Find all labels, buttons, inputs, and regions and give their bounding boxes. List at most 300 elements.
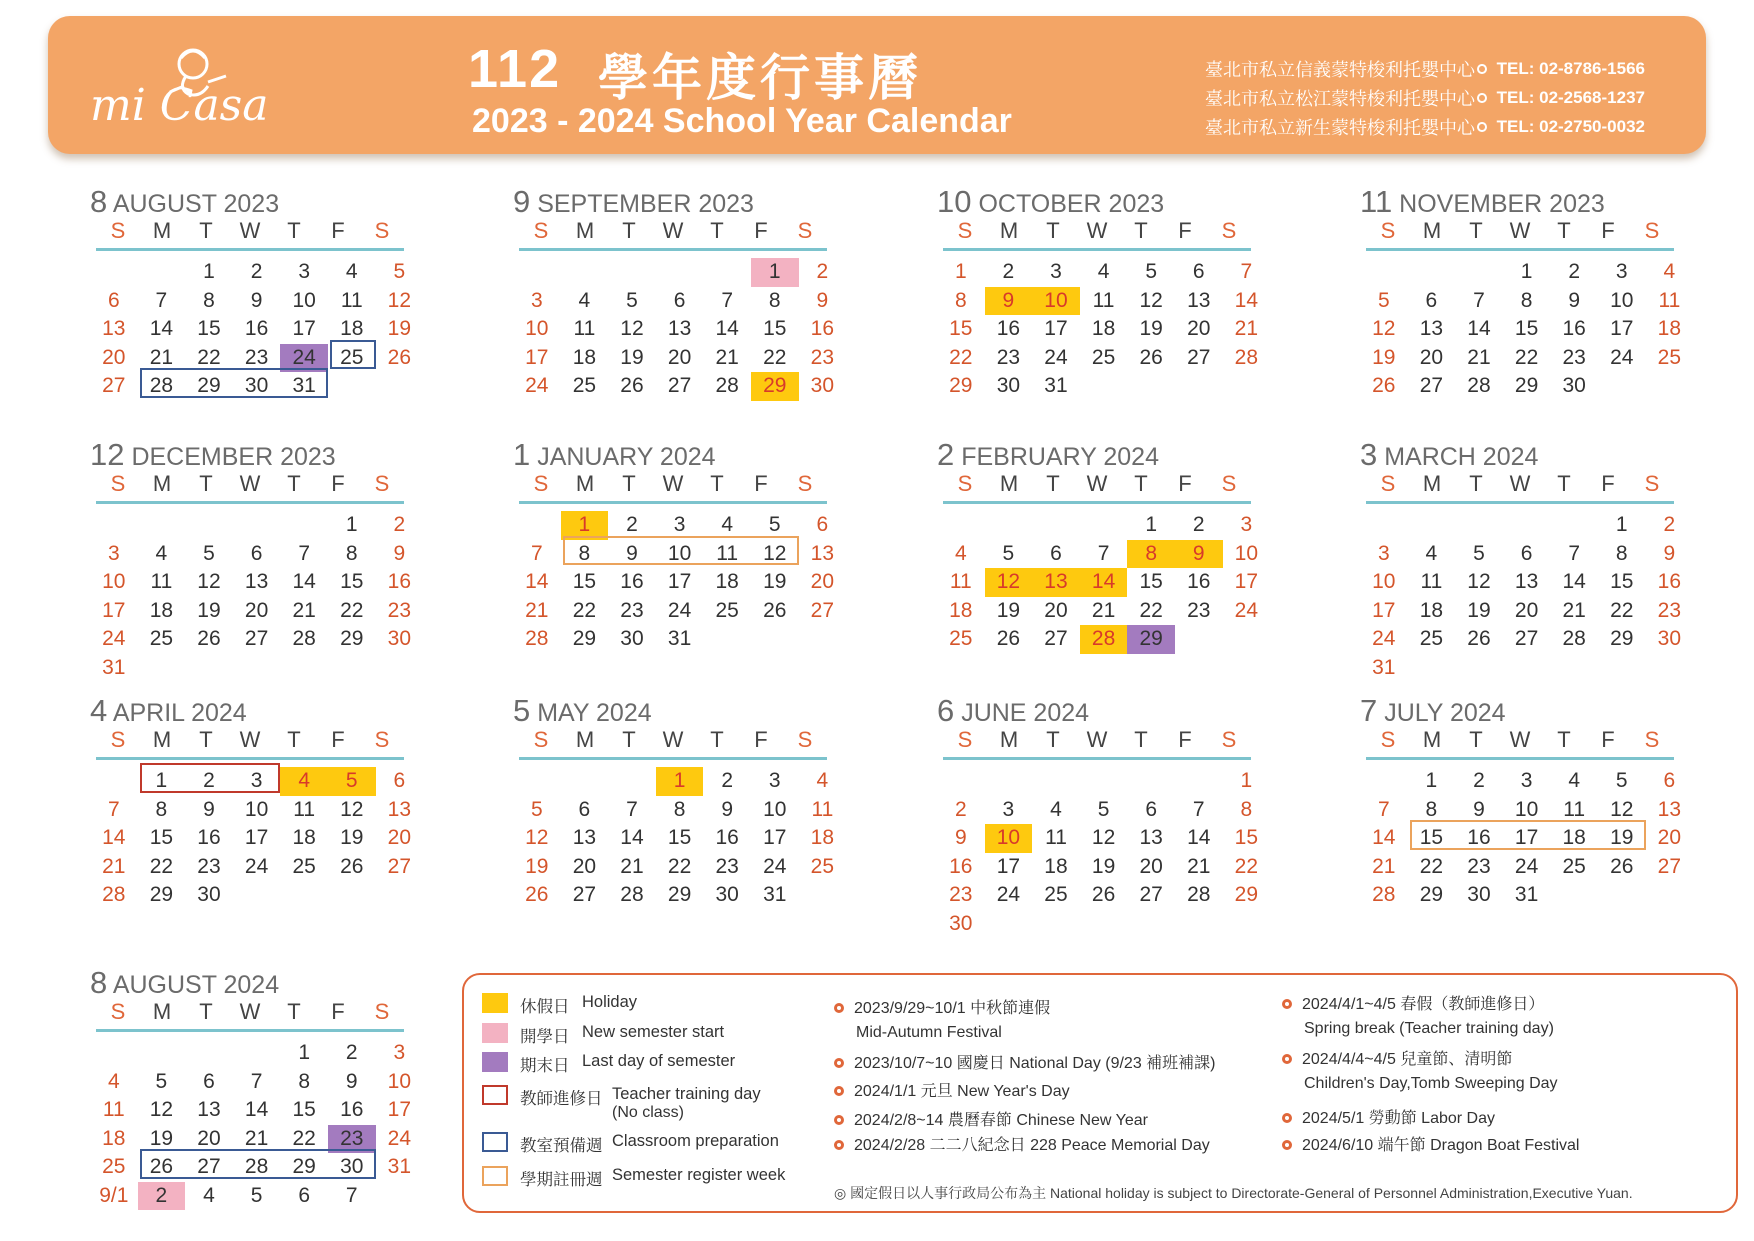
day-cell: 20	[572, 854, 597, 878]
day-cell: 13	[572, 826, 597, 850]
day-cell: 17	[996, 854, 1021, 878]
day-cell: 27	[1044, 627, 1068, 651]
day-cell: 3	[1002, 797, 1015, 821]
day-cell: 14	[1187, 826, 1211, 850]
weekday-header	[96, 999, 404, 1032]
day-cell: 26	[1091, 883, 1116, 907]
day-cell: 9	[345, 1069, 358, 1093]
event-text: 2024/1/1 元旦 New Year's Day	[854, 1083, 1070, 1100]
day-cell: 3	[1050, 260, 1062, 284]
weekday-header	[96, 471, 404, 504]
day-cell: 9/1	[99, 1183, 129, 1207]
bullet-icon	[834, 1115, 844, 1125]
day-cell: 25	[1091, 345, 1116, 369]
weekday-label: T	[1134, 471, 1148, 496]
center-tel: TEL: 02-8786-1566	[1496, 58, 1645, 78]
weekday-label: T	[1134, 727, 1148, 752]
day-cell: 24	[1372, 627, 1396, 651]
day-cell: 20	[667, 345, 692, 369]
legend-en-line: (No class)	[612, 1104, 685, 1121]
empty-cell	[985, 767, 1033, 796]
day-cell: 19	[996, 598, 1021, 622]
empty-cell	[513, 767, 561, 796]
weekday-header	[519, 727, 827, 760]
month-name: NOVEMBER 2023	[1399, 190, 1605, 218]
month-title	[937, 184, 1257, 218]
day-cell: 2	[816, 260, 829, 284]
month-name: FEBRUARY 2024	[961, 443, 1159, 471]
month-number: 2	[937, 437, 955, 472]
day-grid	[90, 511, 410, 682]
empty-cell	[1408, 258, 1456, 287]
day-cell: 14	[1234, 288, 1259, 312]
day-cell: 21	[102, 854, 126, 878]
day-cell: 14	[1562, 570, 1586, 594]
day-cell: 15	[292, 1098, 316, 1122]
weekday-label: F	[1601, 218, 1615, 243]
day-cell: 30	[810, 374, 835, 398]
weekday-label: F	[754, 727, 768, 752]
day-cell: 14	[1467, 317, 1491, 341]
weekday-label: S	[110, 218, 126, 243]
day-cell: 17	[1372, 598, 1396, 622]
legend-en: Classroom preparation	[612, 1132, 779, 1150]
empty-cell	[561, 767, 609, 796]
day-cell: 6	[393, 769, 406, 793]
day-cell: 4	[1568, 769, 1581, 793]
day-cell: 23	[949, 883, 973, 907]
day-cell: 6	[1192, 260, 1205, 284]
day-cell: 17	[387, 1098, 412, 1122]
day-cell: 21	[715, 345, 739, 369]
header-banner	[48, 16, 1706, 154]
day-cell: 20	[1187, 317, 1211, 341]
weekday-label: S	[374, 999, 390, 1024]
bullet-icon	[834, 1140, 844, 1150]
day-cell: 22	[1419, 854, 1444, 878]
day-cell: 5	[1615, 769, 1628, 793]
legend-en	[612, 1085, 761, 1122]
day-cell: 10	[985, 824, 1033, 853]
empty-cell	[185, 511, 233, 540]
day-cell: 15	[1514, 317, 1539, 341]
day-cell: 9	[1568, 288, 1581, 312]
event-item	[834, 1107, 1148, 1130]
day-cell: 20	[387, 826, 412, 850]
month-name: AUGUST 2023	[112, 190, 280, 218]
day-cell: 8	[1127, 540, 1175, 569]
day-cell: 20	[102, 345, 126, 369]
center-tel: TEL: 02-2750-0032	[1496, 116, 1645, 136]
day-cell: 24	[1044, 345, 1068, 369]
day-cell: 8	[954, 288, 967, 312]
bullet-icon	[834, 1058, 844, 1068]
holiday-note: ◎ 國定假日以人事行政局公布為主 National holiday is subject to Directorate-General of Personnel Administration,Executive Yuan.	[834, 1185, 1633, 1201]
event-text-en: Mid-Autumn Festival	[856, 1024, 1002, 1041]
month-calendar	[937, 437, 1257, 654]
day-cell: 4	[1663, 260, 1676, 284]
day-cell: 25	[1657, 345, 1682, 369]
day-cell: 26	[387, 345, 412, 369]
day-cell: 25	[949, 627, 973, 651]
weekday-label: F	[1601, 727, 1615, 752]
center-row	[1205, 83, 1645, 112]
weekday-label: T	[622, 471, 636, 496]
day-grid	[937, 258, 1257, 401]
weekday-label: T	[287, 999, 301, 1024]
empty-cell	[1080, 511, 1128, 540]
weekday-label: W	[239, 727, 261, 752]
day-cell: 3	[250, 769, 263, 793]
weekday-label: F	[331, 471, 345, 496]
empty-cell	[1455, 511, 1503, 540]
weekday-label: T	[1046, 727, 1060, 752]
day-cell: 11	[1045, 826, 1067, 850]
legend-en: New semester start	[582, 1023, 725, 1041]
day-cell: 15	[572, 570, 597, 594]
day-cell: 23	[810, 345, 835, 369]
weekday-label: S	[797, 218, 813, 243]
bullet-icon	[1477, 93, 1486, 103]
day-cell: 29	[149, 883, 174, 907]
day-cell: 8	[578, 541, 591, 565]
legend-swatch	[482, 1166, 508, 1186]
day-cell: 22	[1610, 598, 1634, 622]
event-item	[834, 1078, 1070, 1101]
day-cell: 7	[345, 1183, 358, 1207]
legend-last-day	[482, 1052, 735, 1076]
day-cell: 9	[1473, 797, 1485, 821]
day-cell: 28	[1562, 627, 1586, 651]
day-cell: 21	[1562, 598, 1586, 622]
empty-cell	[1360, 511, 1408, 540]
day-cell: 17	[1514, 826, 1539, 850]
day-cell: 12	[763, 541, 787, 565]
day-cell: 14	[715, 317, 739, 341]
empty-cell	[656, 258, 704, 287]
empty-cell	[1175, 767, 1223, 796]
day-cell: 12	[387, 288, 412, 312]
empty-cell	[280, 511, 328, 540]
bullet-icon	[834, 1003, 844, 1013]
day-cell: 2	[626, 513, 638, 537]
weekday-label: M	[575, 727, 595, 752]
day-cell: 10	[387, 1069, 412, 1093]
day-cell: 5	[1377, 288, 1390, 312]
legend-holiday	[482, 993, 637, 1017]
day-cell: 25	[102, 1155, 126, 1179]
empty-cell	[703, 258, 751, 287]
month-title	[937, 437, 1257, 471]
day-cell: 14	[244, 1098, 269, 1122]
day-cell: 17	[1044, 317, 1068, 341]
month-calendar	[513, 437, 833, 654]
center-tel: TEL: 02-2568-1237	[1496, 87, 1645, 107]
weekday-label: S	[110, 471, 126, 496]
day-grid	[90, 1039, 410, 1210]
day-cell: 25	[810, 854, 835, 878]
event-item	[834, 1132, 1210, 1155]
day-cell: 21	[149, 345, 174, 369]
weekday-label: M	[152, 999, 172, 1024]
weekday-label: W	[662, 727, 684, 752]
legend-zh: 學期註冊週	[520, 1171, 603, 1189]
weekday-label: M	[575, 218, 595, 243]
title-chinese: 學年度行事曆	[598, 50, 922, 106]
day-cell: 29	[949, 374, 973, 398]
empty-cell	[90, 767, 138, 796]
event-text: 2023/10/7~10 國慶日 National Day (9/23 補班補課)	[854, 1055, 1216, 1072]
day-cell: 1	[203, 260, 215, 284]
day-cell: 8	[298, 1069, 311, 1093]
day-cell: 21	[1091, 598, 1116, 622]
day-cell: 1	[345, 513, 358, 537]
day-cell: 18	[810, 826, 835, 850]
day-cell: 2	[1192, 513, 1205, 537]
day-cell: 9	[954, 826, 967, 850]
month-number: 5	[513, 693, 531, 728]
month-name: MARCH 2024	[1384, 443, 1539, 471]
day-cell: 5	[328, 767, 376, 796]
weekday-label: S	[110, 999, 126, 1024]
day-cell: 24	[102, 627, 126, 651]
event-text: 2024/2/8~14 農曆春節 Chinese New Year	[854, 1112, 1148, 1129]
day-cell: 20	[1419, 345, 1444, 369]
day-cell: 11	[1658, 288, 1681, 312]
weekday-label: S	[533, 471, 549, 496]
weekday-label: F	[754, 218, 768, 243]
day-cell: 7	[626, 797, 638, 821]
day-cell: 19	[525, 854, 549, 878]
weekday-label: T	[710, 471, 724, 496]
day-cell: 21	[244, 1126, 269, 1150]
day-cell: 8	[1615, 541, 1628, 565]
center-name: 臺北市私立信義蒙特梭利托嬰中心	[1205, 59, 1475, 80]
day-cell: 16	[620, 570, 644, 594]
day-cell: 24	[525, 374, 549, 398]
day-cell: 11	[150, 570, 173, 594]
day-cell: 4	[345, 260, 358, 284]
weekday-label: S	[1221, 471, 1237, 496]
month-name: JULY 2024	[1384, 699, 1506, 727]
day-cell: 19	[197, 598, 221, 622]
day-cell: 31	[292, 374, 316, 398]
weekday-label: T	[287, 727, 301, 752]
day-grid	[937, 767, 1257, 938]
day-cell: 29	[1234, 883, 1259, 907]
center-name: 臺北市私立松江蒙特梭利托嬰中心	[1205, 88, 1475, 109]
day-cell: 16	[197, 826, 221, 850]
day-cell: 11	[340, 288, 363, 312]
day-cell: 11	[573, 317, 596, 341]
month-number: 7	[1360, 693, 1378, 728]
day-cell: 9	[816, 288, 829, 312]
weekday-label: T	[1046, 471, 1060, 496]
legend-en: Semester register week	[612, 1166, 786, 1184]
day-cell: 17	[667, 570, 692, 594]
day-cell: 15	[197, 317, 221, 341]
day-cell: 3	[393, 1041, 406, 1065]
day-cell: 25	[340, 345, 364, 369]
day-cell: 27	[1657, 854, 1682, 878]
day-cell: 11	[293, 797, 316, 821]
day-cell: 22	[1139, 598, 1163, 622]
day-cell: 28	[620, 883, 644, 907]
day-cell: 1	[656, 767, 704, 796]
day-cell: 21	[1467, 345, 1491, 369]
month-calendar	[937, 693, 1257, 938]
empty-cell	[1127, 767, 1175, 796]
day-cell: 4	[1050, 797, 1062, 821]
day-cell: 22	[149, 854, 174, 878]
day-cell: 25	[1044, 883, 1068, 907]
weekday-label: T	[1469, 727, 1483, 752]
day-grid	[513, 258, 833, 401]
day-cell: 22	[572, 598, 597, 622]
day-cell: 19	[763, 570, 787, 594]
day-cell: 16	[715, 826, 739, 850]
day-cell: 25	[1562, 854, 1586, 878]
day-cell: 13	[1032, 568, 1080, 597]
day-cell: 19	[1139, 317, 1163, 341]
day-cell: 9	[393, 541, 406, 565]
legend-new-semester	[482, 1023, 724, 1047]
day-cell: 2	[138, 1182, 186, 1211]
day-cell: 26	[1467, 627, 1491, 651]
day-cell: 1	[155, 769, 168, 793]
weekday-label: S	[1644, 471, 1660, 496]
weekday-header	[943, 218, 1251, 251]
day-cell: 18	[1657, 317, 1682, 341]
day-cell: 22	[292, 1126, 316, 1150]
day-cell: 19	[387, 317, 412, 341]
day-cell: 12	[149, 1098, 174, 1122]
month-calendar	[90, 693, 410, 910]
day-cell: 23	[715, 854, 739, 878]
day-cell: 27	[667, 374, 692, 398]
month-number: 10	[937, 184, 972, 219]
month-name: JUNE 2024	[961, 699, 1090, 727]
day-cell: 25	[572, 374, 597, 398]
day-cell: 6	[1145, 797, 1158, 821]
empty-cell	[90, 258, 138, 287]
day-cell: 4	[1425, 541, 1438, 565]
day-cell: 4	[816, 769, 829, 793]
day-cell: 24	[1514, 854, 1539, 878]
day-cell: 7	[1473, 288, 1485, 312]
day-cell: 23	[1657, 598, 1682, 622]
day-cell: 5	[155, 1069, 168, 1093]
day-cell: 5	[530, 797, 543, 821]
day-cell: 6	[1425, 288, 1438, 312]
day-cell: 6	[1663, 769, 1676, 793]
day-cell: 4	[155, 541, 168, 565]
legend-panel	[462, 973, 1738, 1213]
empty-cell	[1360, 767, 1408, 796]
weekday-label: S	[533, 218, 549, 243]
weekday-label: T	[1134, 218, 1148, 243]
day-cell: 13	[244, 570, 269, 594]
day-cell: 24	[1234, 598, 1259, 622]
weekday-label: T	[1469, 471, 1483, 496]
day-cell: 26	[197, 627, 221, 651]
day-cell: 16	[1562, 317, 1586, 341]
day-cell: 16	[1187, 570, 1211, 594]
day-grid	[90, 767, 410, 910]
month-name: OCTOBER 2023	[978, 190, 1165, 218]
month-title	[1360, 184, 1680, 218]
day-cell: 27	[810, 598, 835, 622]
day-cell: 8	[203, 288, 215, 312]
empty-cell	[1550, 511, 1598, 540]
day-cell: 13	[197, 1098, 221, 1122]
weekday-header	[519, 218, 827, 251]
day-cell: 16	[1657, 570, 1682, 594]
day-cell: 1	[1615, 513, 1628, 537]
day-cell: 21	[1187, 854, 1211, 878]
day-cell: 3	[1615, 260, 1628, 284]
day-cell: 31	[387, 1155, 412, 1179]
day-cell: 18	[1044, 854, 1068, 878]
day-cell: 4	[578, 288, 591, 312]
day-cell: 28	[149, 374, 174, 398]
day-cell: 23	[328, 1125, 376, 1154]
title-english: 2023 - 2024 School Year Calendar	[472, 102, 1012, 140]
day-cell: 1	[751, 258, 799, 287]
event-text: 2024/4/1~4/5 春假（教師進修日）	[1302, 996, 1545, 1013]
weekday-label: S	[1380, 218, 1396, 243]
day-cell: 29	[572, 627, 597, 651]
event-text: 2024/5/1 勞動節 Labor Day	[1302, 1110, 1495, 1127]
empty-cell	[1080, 767, 1128, 796]
empty-cell	[233, 1039, 281, 1068]
day-cell: 12	[197, 570, 221, 594]
month-title	[513, 693, 833, 727]
day-cell: 3	[1240, 513, 1253, 537]
weekday-label: W	[662, 471, 684, 496]
legend-zh: 開學日	[520, 1028, 570, 1046]
empty-cell	[233, 511, 281, 540]
day-cell: 26	[149, 1155, 174, 1179]
day-cell: 30	[1562, 374, 1586, 398]
weekday-header	[1366, 727, 1674, 760]
empty-cell	[1360, 258, 1408, 287]
day-cell: 3	[1377, 541, 1390, 565]
day-cell: 20	[197, 1126, 221, 1150]
day-cell: 31	[1372, 655, 1396, 679]
day-cell: 10	[1372, 570, 1396, 594]
empty-cell	[608, 258, 656, 287]
month-title	[513, 437, 833, 471]
day-cell: 1	[1425, 769, 1438, 793]
day-cell: 3	[298, 260, 311, 284]
day-cell: 7	[1377, 797, 1390, 821]
day-cell: 29	[197, 374, 221, 398]
day-cell: 30	[244, 374, 269, 398]
day-cell: 19	[1610, 826, 1634, 850]
day-cell: 16	[810, 317, 835, 341]
day-cell: 23	[197, 854, 221, 878]
day-cell: 30	[996, 374, 1021, 398]
day-cell: 27	[1419, 374, 1444, 398]
weekday-label: S	[1380, 471, 1396, 496]
day-cell: 29	[1514, 374, 1539, 398]
day-cell: 18	[1419, 598, 1444, 622]
day-cell: 22	[1234, 854, 1259, 878]
day-cell: 8	[1520, 288, 1533, 312]
day-cell: 29	[1419, 883, 1444, 907]
weekday-label: T	[1557, 471, 1571, 496]
